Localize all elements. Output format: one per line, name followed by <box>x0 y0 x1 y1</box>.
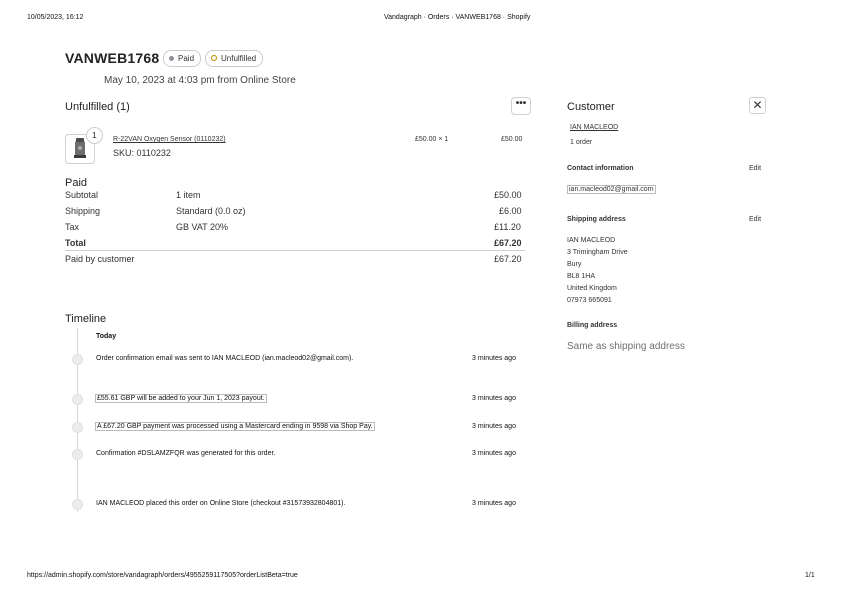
timeline-event-email: Order confirmation email was sent to IAN MACLEOD (ian.macleod02@gmail.com). <box>96 355 354 362</box>
total-amount: £67.20 <box>494 238 522 248</box>
shipping-edit-link[interactable]: Edit <box>749 216 762 223</box>
timeline-event-confirmation: Confirmation #DSLAMZFQR was generated for this order. <box>96 450 276 457</box>
shipping-line: 3 Trimingham Drive <box>567 249 628 256</box>
order-subtitle: May 10, 2023 at 4:03 pm from Online Store <box>104 75 296 86</box>
unfulfilled-status-dot <box>211 55 217 61</box>
subtotal-detail: 1 item <box>176 190 201 200</box>
timeline-dot <box>72 394 83 405</box>
shipping-label: Shipping <box>65 206 101 216</box>
timeline-dot <box>72 354 83 365</box>
timeline-event-order-placed: IAN MACLEOD placed this order on Online Store (checkout #31573932804801). <box>96 500 346 507</box>
print-datetime: 10/05/2023, 16:12 <box>27 14 84 21</box>
paid-divider <box>65 250 525 251</box>
timeline-dot <box>72 449 83 460</box>
customer-email[interactable]: ian.macleod02@gmail.com <box>569 186 654 193</box>
paid-by-customer-amount: £67.20 <box>494 254 522 264</box>
total-label: Total <box>65 238 86 248</box>
quantity-badge: 1 <box>86 127 103 144</box>
billing-address-value: Same as shipping address <box>567 341 685 352</box>
tax-detail: GB VAT 20% <box>176 222 229 232</box>
product-sku: SKU: 0110232 <box>113 148 171 158</box>
timeline-event-payment[interactable]: A £67.20 GBP payment was processed using a Mastercard ending in 9598 via Shop Pay. <box>97 423 373 430</box>
shipping-line: Bury <box>567 261 582 268</box>
subtotal-amount: £50.00 <box>494 190 522 200</box>
contact-edit-link[interactable]: Edit <box>749 165 762 172</box>
paid-badge-label: Paid <box>178 54 195 63</box>
timeline-event-payout[interactable]: £55.61 GBP will be added to your Jun 1, 2023 payout. <box>97 395 265 402</box>
timeline-event-time: 3 minutes ago <box>472 450 516 457</box>
shipping-line: United Kingdom <box>567 285 617 292</box>
unfulfilled-heading: Unfulfilled (1) <box>65 101 130 113</box>
tax-label: Tax <box>65 222 80 232</box>
customer-order-count: 1 order <box>570 139 593 146</box>
product-line-total: £50.00 <box>501 136 523 143</box>
ellipsis-icon[interactable]: ••• <box>511 97 531 115</box>
shipping-amount: £6.00 <box>499 206 522 216</box>
shipping-detail: Standard (0.0 oz) <box>176 206 246 216</box>
customer-name-link[interactable]: IAN MACLEOD <box>570 124 619 131</box>
paid-by-customer-label: Paid by customer <box>65 254 135 264</box>
timeline-event-time: 3 minutes ago <box>472 500 516 507</box>
timeline-dot <box>72 422 83 433</box>
shipping-address-heading: Shipping address <box>567 216 626 223</box>
customer-heading: Customer <box>567 101 615 113</box>
timeline-day: Today <box>96 333 117 340</box>
shipping-line: 07973 665091 <box>567 297 612 304</box>
print-url: https://admin.shopify.com/store/vandagraph/orders/4955259117505?orderListBeta=true <box>27 572 298 579</box>
print-page-number: 1/1 <box>805 572 815 579</box>
tax-amount: £11.20 <box>494 222 521 232</box>
unfulfilled-badge <box>205 50 263 67</box>
order-number: VANWEB1768 <box>65 50 160 66</box>
paid-heading: Paid <box>65 177 88 189</box>
product-price-qty: £50.00 × 1 <box>415 136 449 143</box>
timeline-heading: Timeline <box>65 313 107 325</box>
timeline-event-time: 3 minutes ago <box>472 423 516 430</box>
shipping-line: BL8 1HA <box>567 273 596 280</box>
billing-address-heading: Billing address <box>567 322 618 329</box>
contact-info-heading: Contact information <box>567 165 634 172</box>
print-page-title: Vandagraph · Orders · VANWEB1768 · Shopify <box>384 14 531 21</box>
subtotal-label: Subtotal <box>65 190 99 200</box>
paid-badge <box>163 50 201 67</box>
close-icon[interactable]: ✕ <box>749 97 766 114</box>
timeline-event-time: 3 minutes ago <box>472 395 516 402</box>
unfulfilled-badge-label: Unfulfilled <box>221 54 257 63</box>
timeline-event-time: 3 minutes ago <box>472 355 516 362</box>
product-name-link[interactable]: R-22VAN Oxygen Sensor (0110232) <box>113 136 226 143</box>
timeline-dot <box>72 499 83 510</box>
shipping-line: IAN MACLEOD <box>567 237 616 244</box>
paid-status-dot <box>169 56 174 61</box>
